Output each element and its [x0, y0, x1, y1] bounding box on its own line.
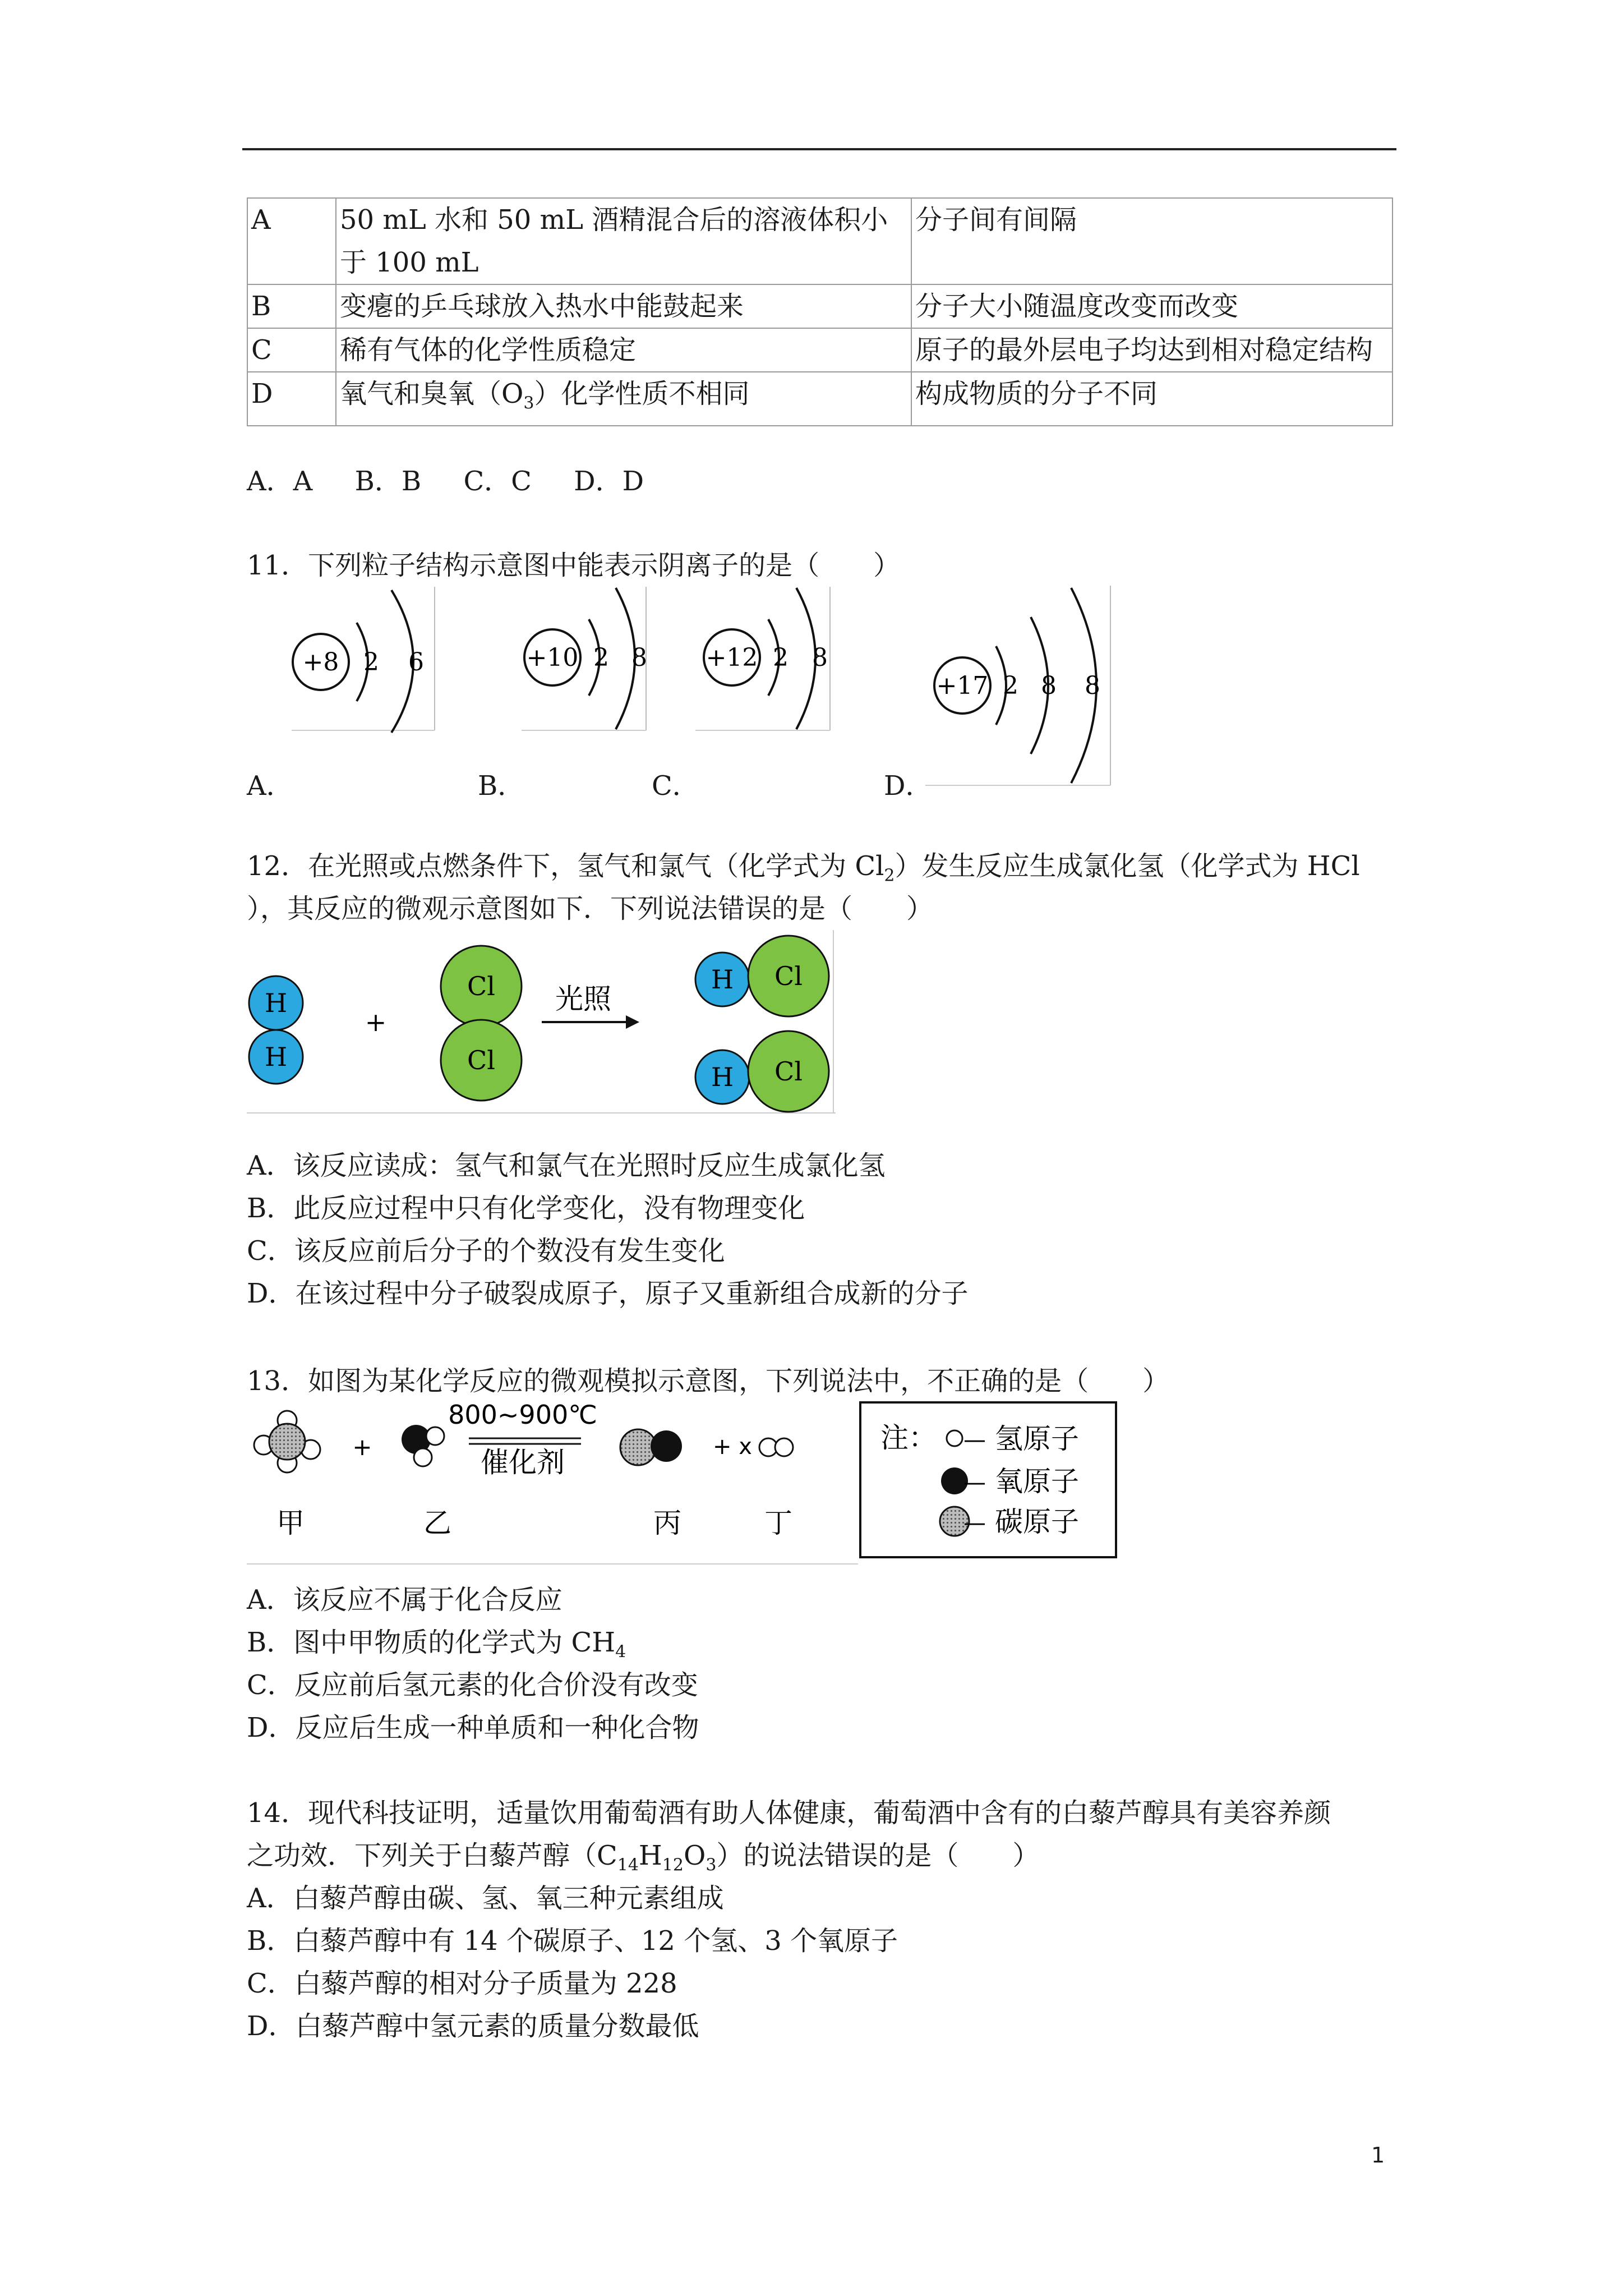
h-symbol: H [711, 964, 734, 995]
condition-temperature: 800~900℃ [448, 1400, 597, 1430]
q14-stem-line1: 14．现代科技证明，适量饮用葡萄酒有助人体健康，葡萄酒中含有的白藜芦醇具有美容养颜 [247, 1797, 1331, 1829]
name-ding: 丁 [764, 1507, 792, 1539]
nucleus-b: +10 [526, 643, 579, 672]
shell-d-3: 8 [1085, 671, 1100, 700]
q12-option-a: A．该反应读成：氢气和氯气在光照时反应生成氯化氢 [247, 1150, 886, 1181]
legend-dash: — [963, 1470, 986, 1496]
nucleus-c: +12 [706, 643, 758, 672]
q12-option-c: C．该反应前后分子的个数没有发生变化 [247, 1235, 725, 1267]
cl-symbol: Cl [467, 1045, 495, 1075]
row-explanation: 原子的最外层电子均达到相对稳定结构 [911, 328, 1393, 372]
row-fact: 变瘪的乒乓球放入热水中能鼓起来 [336, 284, 911, 328]
h-symbol: H [264, 988, 288, 1018]
q10-table [247, 197, 1393, 426]
q11-atom-diagrams [247, 583, 1122, 791]
q10-option-d: D．D [574, 466, 644, 497]
legend-title: 注： [880, 1421, 937, 1454]
q13-option-d: D．反应后生成一种单质和一种化合物 [247, 1712, 699, 1743]
row-letter: C [247, 328, 336, 372]
q12-option-d: D．在该过程中分子破裂成原子，原子又重新组合成新的分子 [247, 1278, 969, 1309]
row-fact: 氧气和臭氧$(O_3)$化学性质不相同 [336, 372, 911, 426]
table-row [247, 328, 1393, 372]
q13-reaction-diagram [247, 1399, 1122, 1579]
legend-dash: — [963, 1427, 986, 1453]
h-symbol: H [264, 1042, 288, 1072]
plus-x-sign: + x [713, 1434, 752, 1460]
shell-b-2: 8 [631, 643, 647, 672]
h-symbol: H [711, 1062, 734, 1092]
legend-item-hydrogen: 氢原子 [995, 1423, 1079, 1455]
row-letter: A [247, 198, 336, 284]
water-molecule [402, 1425, 444, 1466]
row-letter: D [247, 372, 336, 426]
q14-stem-line2: 之功效．下列关于白藜芦醇$(C_{14}H_{12}O_3)$的说法错误的是（ ） [247, 1840, 1040, 1875]
q11-label-d: D． [884, 770, 933, 802]
shell-d-1: 2 [1003, 671, 1018, 700]
name-jia: 甲 [276, 1507, 305, 1539]
row-fact: 稀有气体的化学性质稳定 [336, 328, 911, 372]
q10-options [247, 460, 677, 503]
row-explanation: 构成物质的分子不同 [911, 372, 1393, 426]
atom-diagram-c [695, 587, 830, 730]
shell-d-2: 8 [1041, 671, 1057, 700]
legend-dash: — [963, 1510, 986, 1536]
legend-item-oxygen: 氧原子 [995, 1465, 1079, 1498]
condition-catalyst: 催化剂 [481, 1446, 565, 1479]
q14-option-d: D．白藜芦醇中氢元素的质量分数最低 [247, 2010, 699, 2042]
atom-diagram-a [292, 587, 435, 733]
q13-option-a: A．该反应不属于化合反应 [247, 1584, 562, 1616]
q11-label-c: C． [652, 770, 699, 802]
q14-option-c: C．白藜芦醇的相对分子质量为 228 [247, 1968, 677, 1999]
q13-stem: 13．如图为某化学反应的微观模拟示意图，下列说法中，不正确的是（ ） [247, 1365, 1170, 1397]
name-bing: 丙 [653, 1507, 681, 1539]
q13-option-c: C．反应前后氢元素的化合价没有改变 [247, 1669, 698, 1701]
row-explanation: 分子间有间隔 [911, 198, 1393, 284]
q13-option-b: B．图中甲物质的化学式为 $CH_4$ [247, 1627, 626, 1662]
q10-option-a: A．A [247, 466, 313, 497]
nucleus-d: +17 [936, 671, 989, 700]
condition-label: 光照 [555, 983, 611, 1015]
q12-reaction-diagram [247, 930, 836, 1115]
cl-symbol: Cl [774, 961, 803, 991]
shell-c-2: 8 [812, 643, 828, 672]
shell-a-2: 6 [408, 648, 424, 677]
cl-symbol: Cl [467, 971, 495, 1001]
q10-option-c: C．C [463, 466, 532, 497]
shell-b-1: 2 [593, 643, 609, 672]
row-letter: B [247, 284, 336, 328]
legend [860, 1402, 1116, 1557]
q12-option-b: B．此反应过程中只有化学变化，没有物理变化 [247, 1193, 805, 1224]
q12-stem-line2: ），其反应的微观示意图如下．下列说法错误的是（ ） [247, 893, 934, 924]
q10-option-b: B．B [354, 466, 422, 497]
shell-c-1: 2 [773, 643, 789, 672]
header-rule [242, 148, 1396, 150]
q11-label-a: A． [247, 770, 293, 802]
plus-sign: + [352, 1433, 372, 1461]
q12-stem-line1: 12．在光照或点燃条件下，氢气和氯气（化学式为 $Cl_2$）发生反应生成氯化氢（化学式为 HCl [247, 850, 1360, 886]
q14-option-b: B．白藜芦醇中有 14 个碳原子、12 个氢、3 个氧原子 [247, 1925, 898, 1957]
carbon-monoxide-molecule [620, 1429, 682, 1465]
atom-diagram-b [522, 587, 647, 730]
plus-sign: + [365, 1007, 387, 1037]
row-explanation: 分子大小随温度改变而改变 [911, 284, 1393, 328]
page-number: 1 [1371, 2143, 1385, 2168]
atom-diagram-d [925, 586, 1110, 785]
shell-a-1: 2 [363, 648, 379, 677]
name-yi: 乙 [423, 1507, 451, 1539]
table-row [247, 198, 1393, 284]
legend-item-carbon: 碳原子 [995, 1506, 1079, 1538]
row-fact: 50 mL 水和 50 mL 酒精混合后的溶液体积小于 100 mL [336, 198, 911, 284]
methane-molecule [254, 1411, 320, 1473]
q11-label-b: B． [478, 770, 525, 802]
table-row [247, 372, 1393, 426]
q11-stem: 11．下列粒子结构示意图中能表示阴离子的是（ ） [247, 550, 901, 581]
table-row [247, 284, 1393, 328]
hydrogen-molecule [759, 1438, 793, 1456]
q14-option-a: A．白藜芦醇由碳、氢、氧三种元素组成 [247, 1883, 724, 1914]
cl-symbol: Cl [774, 1056, 803, 1087]
nucleus-a: +8 [302, 648, 339, 677]
